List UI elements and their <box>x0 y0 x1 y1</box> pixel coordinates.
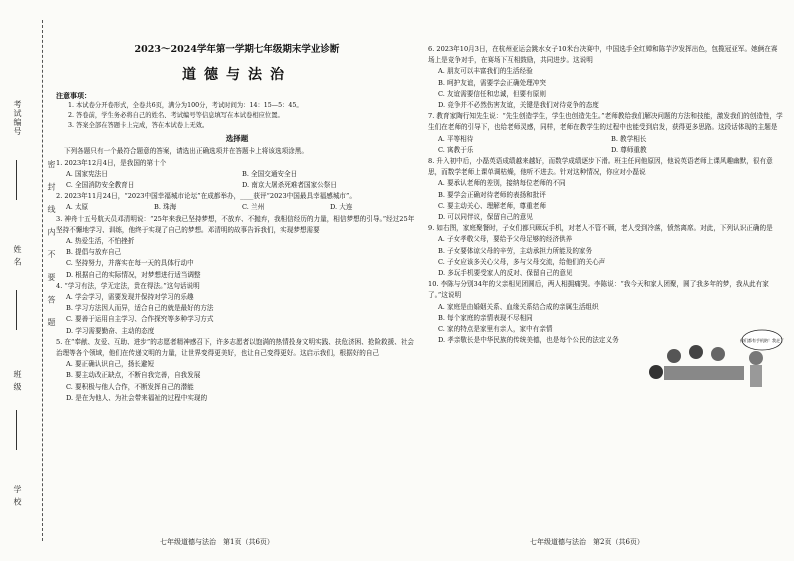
answer-option: A. 家庭是由婚姻关系、血缘关系结合成的亲属生活组织 <box>438 302 599 311</box>
notice-item: 1. 本试卷分开卷形式，全卷共6页，满分为100分，考试时间为：14：15—5：45。 <box>68 102 303 110</box>
question-stem: 10. 李陈与分别34年的父亲相见团圆后，两人相拥痛哭。李陈说：“我今天和家人团聚，圆了我多年的梦，我从此有家了。”这说明 <box>428 280 769 300</box>
answer-option: B. 珠海 <box>154 203 177 212</box>
answer-option: B. 学习方法因人而异，适合自己的就是最好的方法 <box>66 304 214 313</box>
answer-option-row <box>56 202 418 213</box>
question-item <box>56 281 418 337</box>
elder-body <box>750 365 762 387</box>
binding-strip <box>0 0 56 561</box>
answer-option: A. 朋友可以丰富我们的生活经验 <box>438 67 533 76</box>
answer-option: B. 子女要体谅父母的辛劳，主动承担力所能及的家务 <box>438 246 593 255</box>
left-question-list <box>56 158 418 404</box>
answer-option: C. 要积极与他人合作，不断发挥自己的潜能 <box>66 382 194 391</box>
answer-option: D. 是在为他人、为社会带来福祉的过程中实现的 <box>66 393 208 402</box>
answer-option: A. 热爱生活，不怕挫折 <box>66 237 135 246</box>
answer-option: B. 教学相长 <box>611 134 647 143</box>
answer-option: A. 要正确认识自己，扬长避短 <box>66 360 155 369</box>
question-item <box>56 214 418 281</box>
answer-option-row <box>428 134 784 145</box>
answer-option: B. 全国交通安全日 <box>242 169 298 178</box>
answer-option: D. 南京大屠杀死难者国家公祭日 <box>242 181 337 190</box>
family-dinner-cartoon <box>634 328 784 400</box>
section-intro: 下列各题只有一个最符合题意的答案，请选出正确选项并在答题卡上将该选项涂黑。 <box>64 147 308 156</box>
seal-dashed-line <box>42 20 43 541</box>
footer-right: 七年级道德与法治 第2页（共6页） <box>530 538 644 546</box>
subject-title: 道德与法治 <box>182 67 292 83</box>
person-1 <box>667 349 681 363</box>
answer-option: D. 学习需要勤奋、主动的态度 <box>66 326 155 335</box>
question-stem: 8. 升入初中后，小磊英语成绩越来越好，而数学成绩逐步下滑。班主任问他原因，他说英语老师上课风趣幽默，很有意思，而数学老师上课单调枯燥，他听不进去。针对这种情况，你应对小磊说 <box>428 157 773 177</box>
answer-option: D. 大连 <box>330 203 353 212</box>
answer-option: C. 兰州 <box>242 203 265 212</box>
question-stem: 7. 教育家陶行知先生说：“先生创造学生，学生也创造先生。”老师教给我们解决问题的方法和技能，激发我们的创造性，学生们在老师的引导下，也给老师灵感，同样，老师在教学生的过程中也能受到启发，获得更多思路。这段话体现的主题是 <box>428 112 783 132</box>
answer-option: A. 平等相待 <box>438 134 474 143</box>
answer-option: B. 提倡与放弃自己 <box>66 248 122 257</box>
seal-line-text: 密 封 线 内 不 要 答 题 <box>47 160 56 332</box>
notice-item: 3. 答案全部在答题卡上完成，答在本试卷上无效。 <box>68 122 209 130</box>
question-stem: 5. 在“奉献、友爱、互助、进步”的志愿者精神感召下，许多志愿者以饱满的热情投身文明实践、扶危济困、抢险救援、社会治理等各个领域，他们在传递文明的力量，让世界变得更美好，也让自己变得更好。这启示我们，根据好的自己 <box>56 337 415 358</box>
question-stem: 1. 2023年12月4日，是我国的第十个 <box>56 158 167 167</box>
answer-option-row <box>56 169 418 180</box>
person-4 <box>649 365 663 379</box>
notice-list <box>56 101 418 131</box>
answer-option: A. 要承认老师的差别，接纳每位老师的不同 <box>438 179 566 188</box>
exam-no-label: 考试编号 <box>13 100 22 136</box>
question-item <box>428 156 784 223</box>
table-shape <box>664 366 744 380</box>
school-label: 学 校 <box>13 485 22 507</box>
person-3 <box>711 347 725 361</box>
answer-option: C. 家的特点是家里有亲人，家中有亲情 <box>438 325 553 334</box>
question-item <box>428 111 784 156</box>
class-underline <box>16 410 17 450</box>
answer-option: D. 尊师重教 <box>611 145 647 154</box>
answer-option: B. 呵护友谊，需要学会正确处理冲突 <box>438 78 546 87</box>
answer-option: C. 寓教于乐 <box>438 145 474 154</box>
question-item <box>428 44 784 111</box>
question-stem: 6. 2023年10月3日，在杭州亚运会跳水女子10米台决赛中，中国选手全红婵和陈芋汐发挥出色，包揽冠亚军。她俩在赛场上是竞争对手，在赛场下互相鼓励，共同进步。这说明 <box>428 45 778 65</box>
bubble-text: 你们都有手机陪！我走了 <box>740 338 784 343</box>
answer-option: C. 要主动关心、理解老师，尊重老师 <box>438 201 546 210</box>
question-item <box>56 191 418 213</box>
question-stem: 2. 2023年11月24日，“2023中国幸福城市论坛”在成都举办，____获评“2023中国最具幸福感城市”。 <box>56 192 356 201</box>
question-stem: 9. 如右图，家庭聚餐时，子女们都只顾玩手机，对老人不管不顾，老人受到冷落，愤然离席。对此，下列认识正确的是 <box>428 224 773 233</box>
notice-heading: 注意事项： <box>56 91 91 100</box>
section-heading: 选择题 <box>225 134 249 144</box>
answer-option: A. 太原 <box>66 203 89 212</box>
answer-option: A. 学会学习，需要发现并保持对学习的乐趣 <box>66 293 194 302</box>
answer-option: D. 多玩手机要受家人的反对、保留自己的意见 <box>438 269 573 278</box>
question-item <box>56 337 418 404</box>
right-column <box>428 44 784 346</box>
answer-option: B. 要学会正确对待老师的表扬和批评 <box>438 190 546 199</box>
answer-option: A. 国家宪法日 <box>66 169 108 178</box>
answer-option: B. 每个家庭的亲情表现不尽相同 <box>438 313 533 322</box>
answer-option: D. 根据自己的实际情况，对梦想进行适当调整 <box>66 270 201 279</box>
footer-left: 七年级道德与法治 第1页（共6页） <box>160 538 274 546</box>
answer-option: C. 坚持努力，并落实在每一天的具体行动中 <box>66 259 194 268</box>
class-label: 班 级 <box>13 370 22 392</box>
person-2 <box>689 345 703 359</box>
answer-option: A. 子女孝敬父母，要给予父母足够的经济供养 <box>438 235 573 244</box>
answer-option-row <box>428 145 784 156</box>
exam-title: 2023～2024学年第一学期七年级期末学业诊断 <box>134 44 340 55</box>
answer-option: C. 全国消防安全教育日 <box>66 181 135 190</box>
answer-option: D. 可以同伴议，保留自己的意见 <box>438 213 533 222</box>
answer-option: B. 要主动改正缺点，不断自我完善，自我发展 <box>66 371 201 380</box>
answer-option: C. 要善于运用自主学习、合作探究等多种学习方式 <box>66 315 214 324</box>
question-item <box>56 158 418 192</box>
question-item <box>428 223 784 279</box>
exam-no-underline <box>16 160 17 200</box>
question-stem: 3. 神舟十五号航天员邓清明说：“25年来我已坚持梦想，不放弃、不抛弃，我相信经历的力量，相信梦想的引导。”经过25年坚持不懈地学习、训练，他终于实现了自己的梦想。邓清明的故事告诉我们，实现梦想需要 <box>56 214 415 234</box>
answer-option: D. 孝亲敬长是中华民族的传统美德，也是每个公民的法定义务 <box>438 336 619 345</box>
answer-option: C. 子女应该多关心父母，多与父母交流，给他们的关心声 <box>438 257 606 266</box>
answer-option-row <box>56 180 418 191</box>
notice-item: 2. 答卷前，学生务必将自己的姓名、考试编号等信息填写在本试卷相应位置。 <box>68 112 284 120</box>
answer-option: D. 竞争并不必然伤害友谊，关键是我们对待竞争的态度 <box>438 101 599 110</box>
elder-leaving <box>749 351 763 365</box>
name-label: 姓 名 <box>13 245 22 267</box>
left-column <box>56 44 418 404</box>
answer-option: C. 友谊需要信任和忠诚，但要有原则 <box>438 89 546 98</box>
name-underline <box>16 290 17 330</box>
question-stem: 4. “学习有法，学无定法，贵在得法。”这句话说明 <box>56 281 200 290</box>
right-question-list <box>428 44 784 346</box>
